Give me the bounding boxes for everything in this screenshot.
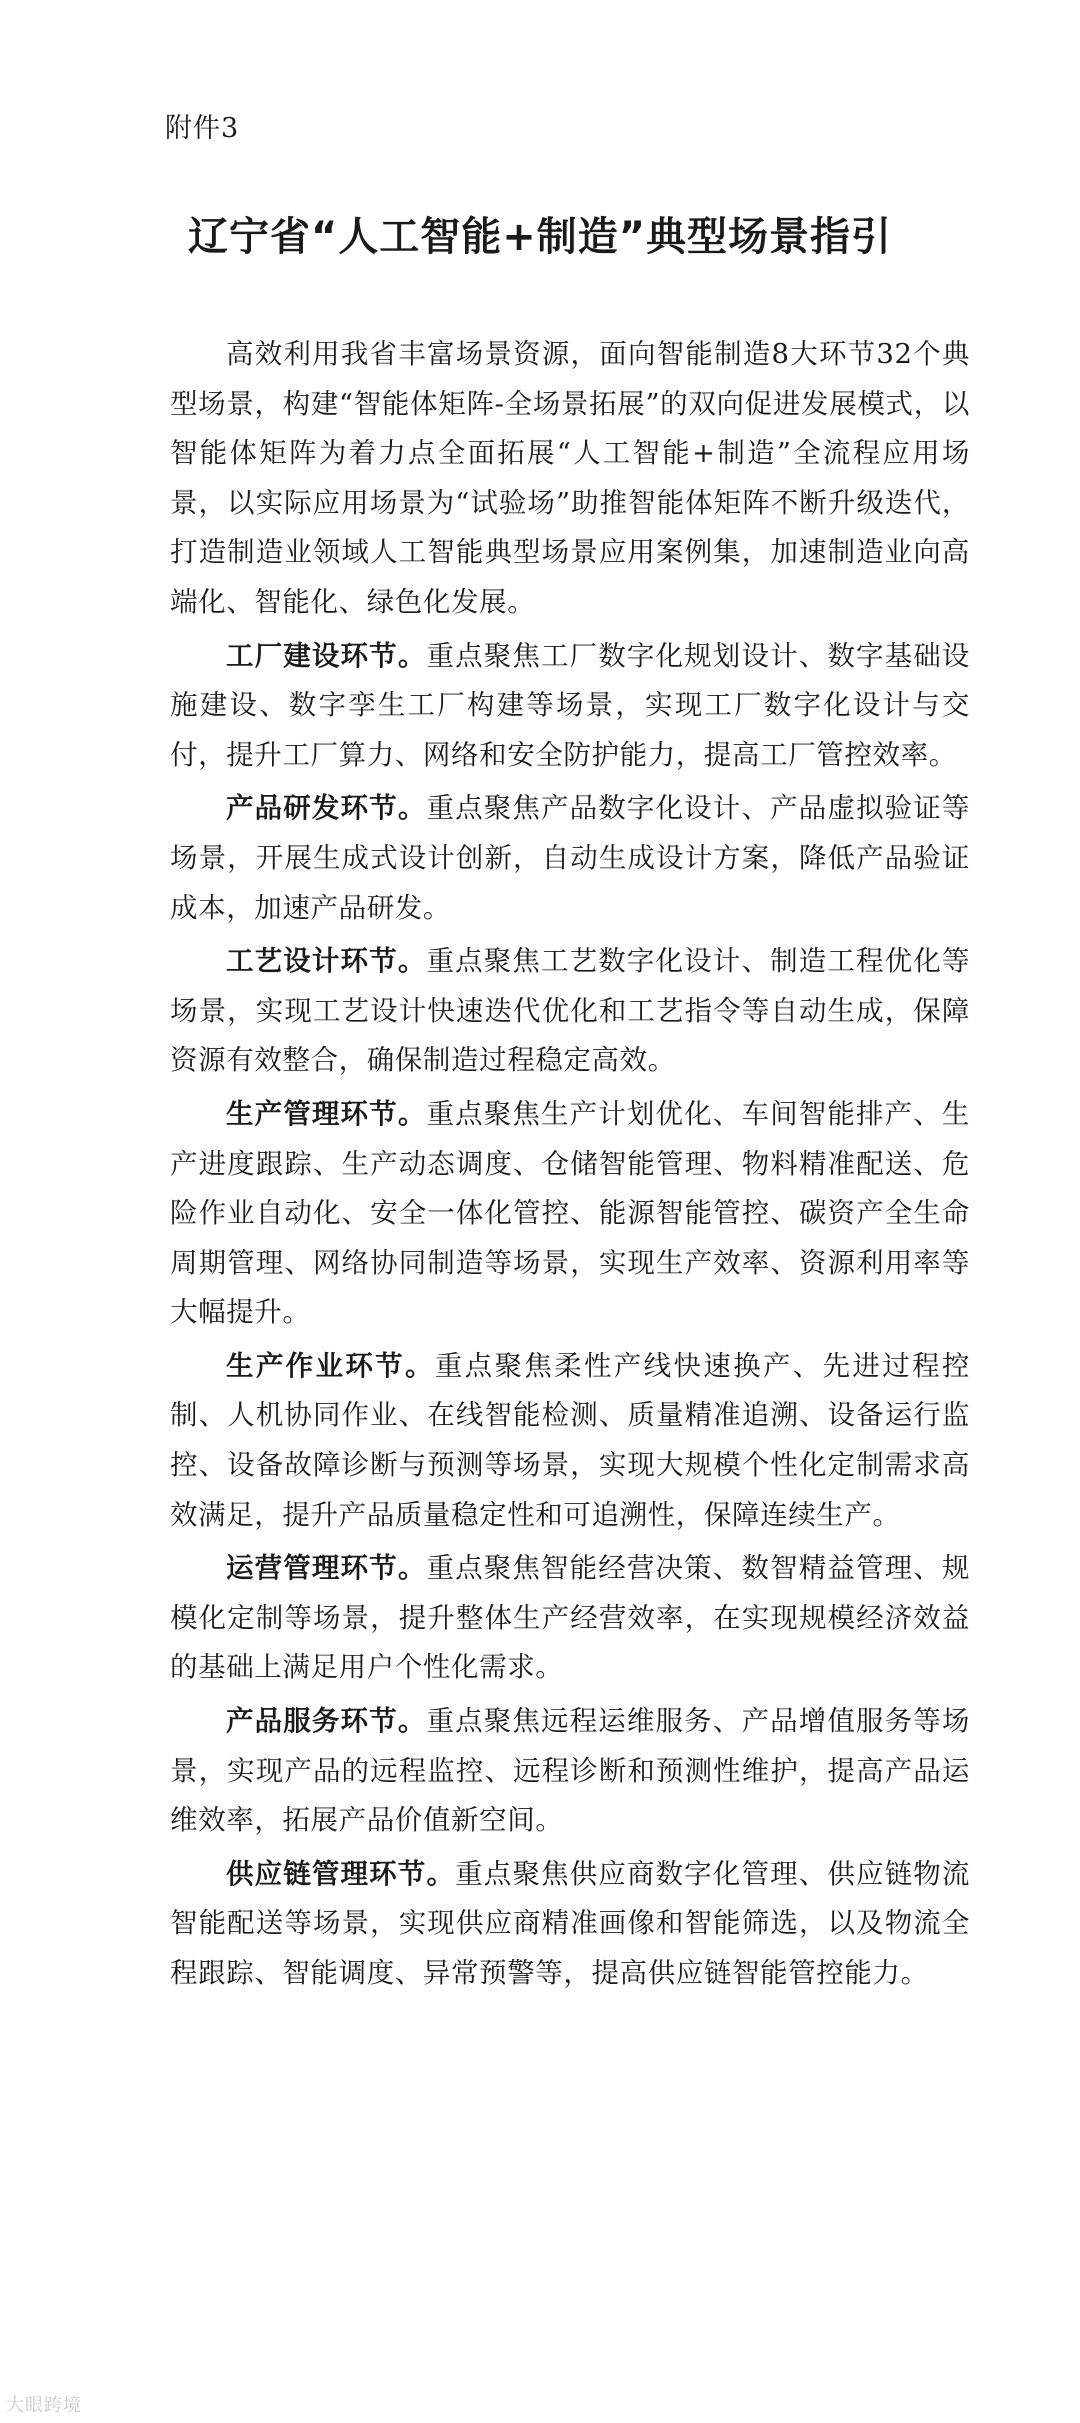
section-text: 重点聚焦智能经营决策、数智精益管理、规模化定制等场景，提升整体生产经营效率，在实现规模经济效益的基础上满足用户个性化需求。 <box>170 1552 970 1684</box>
section-text: 重点聚焦柔性产线快速换产、先进过程控制、人机协同作业、在线智能检测、质量精准追溯、设备运行监控、设备故障诊断与预测等场景，实现大规模个性化定制需求高效满足，提升产品质量稳定性和可追溯性，保障连续生产。 <box>170 1349 970 1531</box>
section-paragraph <box>170 1342 970 1540</box>
section-paragraph <box>170 1090 970 1338</box>
section-heading: 产品研发环节。 <box>226 792 427 825</box>
section-paragraph <box>170 1697 970 1846</box>
section-paragraph <box>170 1544 970 1693</box>
section-text: 重点聚焦产品数字化设计、产品虚拟验证等场景，开展生成式设计创新，自动生成设计方案，降低产品验证成本，加速产品研发。 <box>170 792 970 924</box>
section-text: 重点聚焦工艺数字化设计、制造工程优化等场景，实现工艺设计快速迭代优化和工艺指令等自动生成，保障资源有效整合，确保制造过程稳定高效。 <box>170 945 970 1077</box>
section-paragraph <box>170 784 970 933</box>
section-text: 重点聚焦远程运维服务、产品增值服务等场景，实现产品的远程监控、远程诊断和预测性维护，提高产品运维效率，拓展产品价值新空间。 <box>170 1705 970 1837</box>
section-paragraph <box>170 1850 970 1999</box>
intro-paragraph: 高效利用我省丰富场景资源，面向智能制造8大环节32个典型场景，构建“智能体矩阵-全场景拓展”的双向促进发展模式，以智能体矩阵为着力点全面拓展“人工智能+制造”全流程应用场景，以实际应用场景为“试验场”助推智能体矩阵不断升级迭代，打造制造业领域人工智能典型场景应用案例集，加速制造业向高端化、智能化、绿色化发展。 <box>170 338 970 618</box>
section-text: 重点聚焦工厂数字化规划设计、数字基础设施建设、数字孪生工厂构建等场景，实现工厂数字化设计与交付，提升工厂算力、网络和安全防护能力，提高工厂管控效率。 <box>170 639 970 771</box>
document-body <box>170 330 970 2003</box>
section-heading: 工厂建设环节。 <box>226 639 427 672</box>
section-heading: 工艺设计环节。 <box>226 945 427 978</box>
section-text: 重点聚焦生产计划优化、车间智能排产、生产进度跟踪、生产动态调度、仓储智能管理、物料精准配送、危险作业自动化、安全一体化管控、能源智能管控、碳资产全生命周期管理、网络协同制造等场景，实现生产效率、资源利用率等大幅提升。 <box>170 1097 970 1329</box>
section-paragraph <box>170 937 970 1086</box>
section-paragraph <box>170 632 970 781</box>
page-title: 辽宁省“人工智能+制造”典型场景指引 <box>187 214 893 260</box>
section-heading: 运营管理环节。 <box>226 1552 427 1585</box>
watermark: 大眼跨境 <box>6 2395 82 2416</box>
section-heading: 产品服务环节。 <box>226 1705 427 1738</box>
section-heading: 生产管理环节。 <box>226 1097 427 1130</box>
section-heading: 供应链管理环节。 <box>226 1857 456 1890</box>
attachment-label: 附件3 <box>165 113 240 144</box>
section-heading: 生产作业环节。 <box>226 1349 435 1382</box>
section-text: 重点聚焦供应商数字化管理、供应链物流智能配送等场景，实现供应商精准画像和智能筛选，以及物流全程跟踪、智能调度、异常预警等，提高供应链智能管控能力。 <box>170 1857 970 1989</box>
